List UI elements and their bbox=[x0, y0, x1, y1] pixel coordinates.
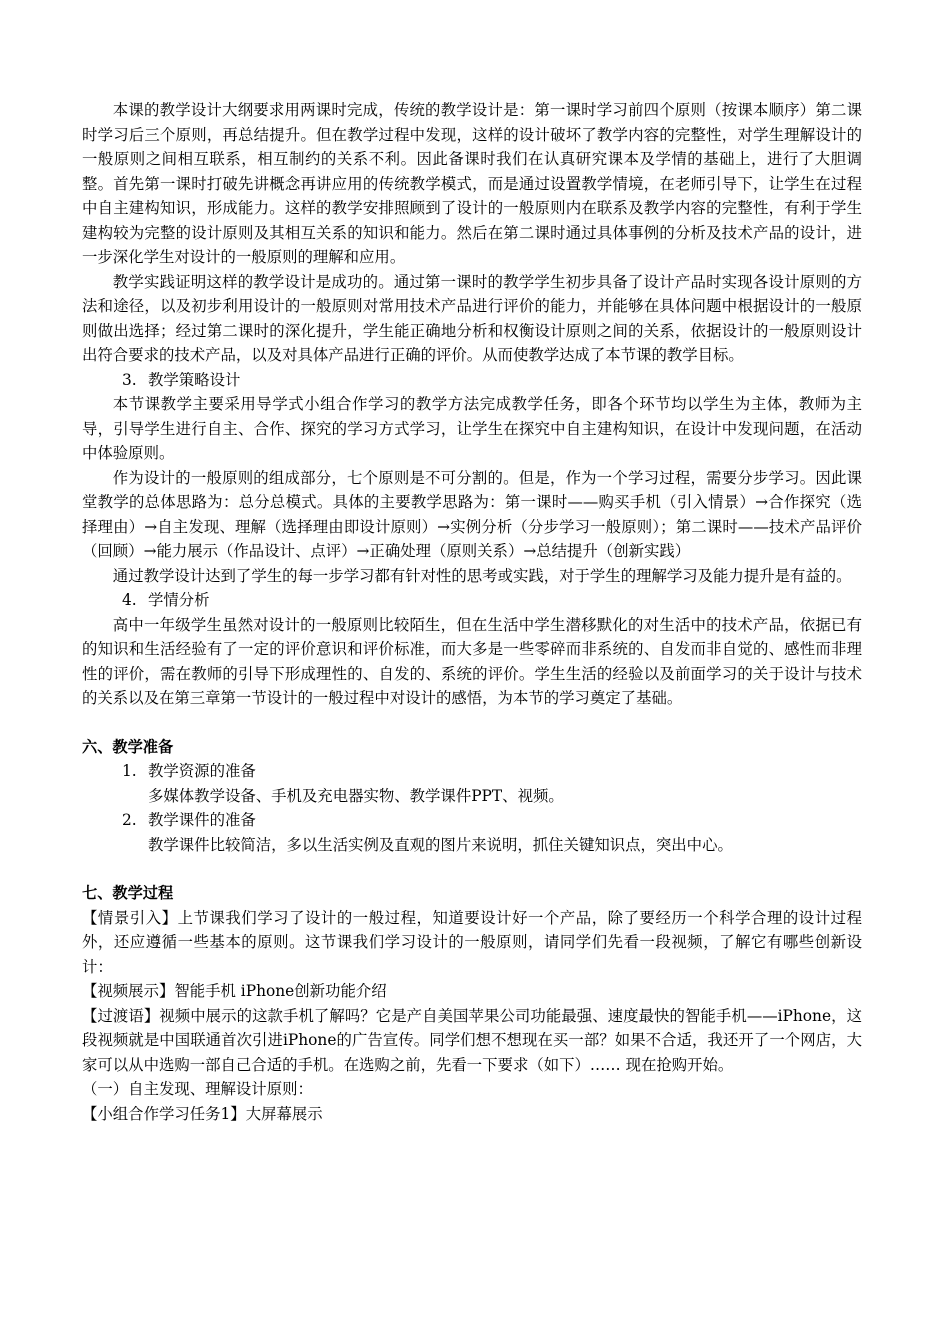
process-paragraph: 【过渡语】视频中展示的这款手机了解吗？它是产自美国苹果公司功能最强、速度最快的智能手机——iPhone，这段视频就是中国联通首次引进iPhone的广告宣传。同学们想不想现在买一部？如果不合适，我还开了一个网店，大家可以从中选购一部自己合适的手机。在选购之前，先看一下要求（如下）…… 现在抢购开始。 bbox=[82, 1006, 862, 1074]
paragraph: 本课的教学设计大纲要求用两课时完成，传统的教学设计是：第一课时学习前四个原则（按课本顺序）第二课时学习后三个原则，再总结提升。但在教学过程中发现，这样的设计破坏了教学内容的完整性，对学生理解设计的一般原则之间相互联系，相互制约的关系不利。因此备课时我们在认真研究课本及学情的基础上，进行了大胆调整。首先第一课时打破先讲概念再讲应用的传统教学模式，而是通过设置教学情境，在老师引导下，让学生在过程中自主建构知识，形成能力。这样的教学安排照顾到了设计的一般原则内在联系及教学内容的完整性，有利于学生建构较为完整的设计原则及其相互关系的知识和能力。然后在第二课时通过具体事例的分析及技术产品的设计，进一步深化学生对设计的一般原则的理解和应用。 bbox=[82, 101, 862, 266]
item-title: 教学资源的准备 bbox=[148, 762, 256, 780]
process-paragraph: 【小组合作学习任务1】大屏幕展示 bbox=[82, 1104, 323, 1123]
paragraph: 本节课教学主要采用导学式小组合作学习的教学方法完成教学任务，即各个环节均以学生为主体，教师为主导，引导学生进行自主、合作、探究的学习方式学习，让学生在探究中自主建构知识，在设计中发现问题，在活动中体验原则。 bbox=[82, 395, 862, 462]
process-paragraph: 【情景引入】上节课我们学习了设计的一般过程，知道要设计好一个产品，除了要经历一个科学合理的设计过程外，还应遵循一些基本的原则。这节课我们学习设计的一般原则，请同学们先看一段视频，了解它有哪些创新设计： bbox=[82, 908, 862, 976]
item-title: 教学课件的准备 bbox=[148, 811, 256, 829]
paragraph: 教学实践证明这样的教学设计是成功的。通过第一课时的教学学生初步具备了设计产品时实现各设计原则的方法和途径，以及初步利用设计的一般原则对常用技术产品进行评价的能力，并能够在具体问题中根据设计的一般原则做出选择；经过第二课时的深化提升，学生能正确地分析和权衡设计原则之间的关系，依据设计的一般原则设计出符合要求的技术产品，以及对具体产品进行正确的评价。从而使教学达成了本节课的教学目标。 bbox=[82, 272, 862, 364]
process-paragraph: 【视频展示】智能手机 iPhone创新功能介绍 bbox=[82, 982, 387, 1000]
prep-item-title bbox=[82, 808, 862, 833]
section-number: 3. bbox=[122, 370, 137, 389]
heading-teaching-process: 七、教学过程 bbox=[82, 884, 174, 902]
document-page bbox=[82, 98, 862, 1126]
process-paragraph: （一）自主发现、理解设计原则： bbox=[82, 1080, 313, 1098]
section-3-heading bbox=[82, 368, 862, 393]
item-number: 2. bbox=[122, 811, 137, 829]
section-number: 4. bbox=[122, 591, 137, 609]
section-title: 教学策略设计 bbox=[148, 370, 241, 389]
prep-item-title bbox=[82, 759, 862, 784]
section-title: 学情分析 bbox=[148, 591, 210, 609]
heading-teaching-preparation: 六、教学准备 bbox=[82, 737, 174, 756]
prep-item-detail: 多媒体教学设备、手机及充电器实物、教学课件PPT、视频。 bbox=[148, 786, 564, 805]
paragraph: 通过教学设计达到了学生的每一步学习都有针对性的思考或实践，对于学生的理解学习及能力提升是有益的。 bbox=[112, 566, 852, 585]
paragraph: 作为设计的一般原则的组成部分，七个原则是不可分割的。但是，作为一个学习过程，需要分步学习。因此课堂教学的总体思路为：总分总模式。具体的主要教学思路为：第一课时——购买手机（引入情景）→合作探究（选择理由）→自主发现、理解（选择理由即设计原则）→实例分析（分步学习一般原则）；第二课时——技术产品评价（回顾）→能力展示（作品设计、点评）→正确处理（原则关系）→总结提升（创新实践） bbox=[82, 468, 862, 560]
section-4-heading bbox=[82, 588, 862, 613]
paragraph: 高中一年级学生虽然对设计的一般原则比较陌生，但在生活中学生潜移默化的对生活中的技术产品，依据已有的知识和生活经验有了一定的评价意识和评价标准，而大多是一些零碎而非系统的、自发而非自觉的、感性而非理性的评价，需在教师的引导下形成理性的、自发的、系统的评价。学生生活的经验以及前面学习的关于设计与技术的关系以及在第三章第一节设计的一般过程中对设计的感悟，为本节的学习奠定了基础。 bbox=[82, 615, 862, 707]
item-number: 1. bbox=[122, 762, 137, 780]
prep-item-detail: 教学课件比较简洁，多以生活实例及直观的图片来说明，抓住关键知识点，突出中心。 bbox=[148, 835, 733, 854]
